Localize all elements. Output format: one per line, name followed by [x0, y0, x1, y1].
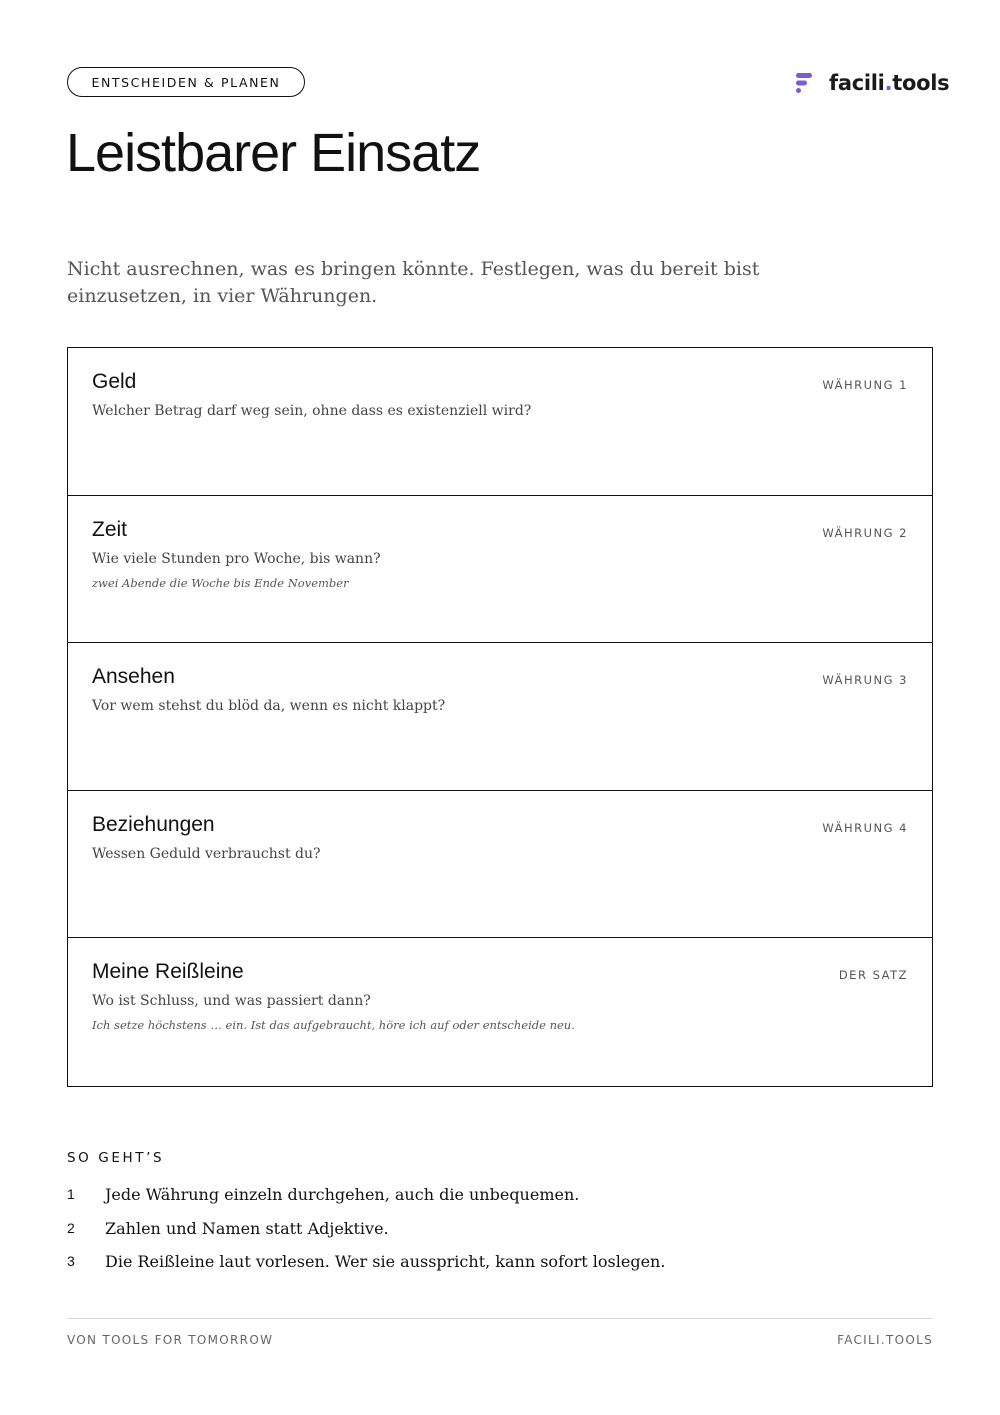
card-hint: zwei Abende die Woche bis Ende November [92, 575, 349, 590]
step-text: Jede Währung einzeln durchgehen, auch die unbequemen. [105, 1185, 580, 1204]
intro-text: Nicht ausrechnen, was es bringen könnte. Festlegen, was du bereit bist einzusetzen, in vier Währungen. [67, 258, 760, 307]
footer-site-link[interactable]: FACILI.TOOLS [837, 1333, 933, 1347]
card-label: WÄHRUNG 4 [822, 820, 908, 835]
card-question: Welcher Betrag darf weg sein, ohne dass es existenziell wird? [92, 403, 532, 419]
footer-divider [67, 1318, 933, 1319]
step-number: 2 [67, 1219, 75, 1236]
category-tag: ENTSCHEIDEN & PLANEN [67, 67, 305, 97]
list-item [67, 1250, 933, 1284]
list-item [67, 1217, 933, 1251]
card-question: Wessen Geduld verbrauchst du? [92, 845, 321, 862]
card-title: Ansehen [92, 665, 175, 688]
card-ansehen[interactable] [68, 643, 932, 791]
page-title: Leistbarer Einsatz [66, 123, 481, 183]
card-title: Geld [92, 370, 137, 393]
card-zeit[interactable] [68, 496, 932, 644]
card-label: DER SATZ [838, 968, 908, 982]
card-beziehungen[interactable] [68, 791, 932, 939]
step-text: Zahlen und Namen statt Adjektive. [105, 1218, 389, 1238]
step-number: 3 [67, 1253, 75, 1269]
card-question: Vor wem stehst du blöd da, wenn es nicht klappt? [92, 698, 446, 714]
howto-steps [67, 1183, 933, 1284]
card-geld[interactable] [68, 348, 932, 496]
card-label: WÄHRUNG 2 [822, 525, 908, 540]
card-label: WÄHRUNG 1 [822, 378, 908, 392]
card-title: Zeit [92, 517, 128, 541]
currency-cards [67, 347, 933, 1087]
step-text: Die Reißleine laut vorlesen. Wer sie ausspricht, kann sofort loslegen. [105, 1252, 666, 1271]
brand-logo[interactable] [795, 68, 949, 98]
card-reissleine[interactable] [68, 938, 932, 1086]
footer-credit: VON TOOLS FOR TOMORROW [67, 1333, 274, 1347]
step-number: 1 [67, 1186, 75, 1202]
card-title: Meine Reißleine [92, 960, 244, 983]
list-item [67, 1183, 933, 1217]
facili-logo-icon [795, 72, 813, 94]
card-label: WÄHRUNG 3 [822, 673, 908, 687]
card-question: Wie viele Stunden pro Woche, bis wann? [92, 550, 381, 567]
card-question: Wo ist Schluss, und was passiert dann? [92, 993, 371, 1009]
logo-wordmark: facili.tools [829, 71, 950, 95]
howto-heading: SO GEHT’S [67, 1150, 165, 1166]
card-hint: Ich setze höchstens … ein. Ist das aufgebraucht, höre ich auf oder entscheide neu. [92, 1018, 575, 1032]
card-title: Beziehungen [92, 812, 215, 836]
